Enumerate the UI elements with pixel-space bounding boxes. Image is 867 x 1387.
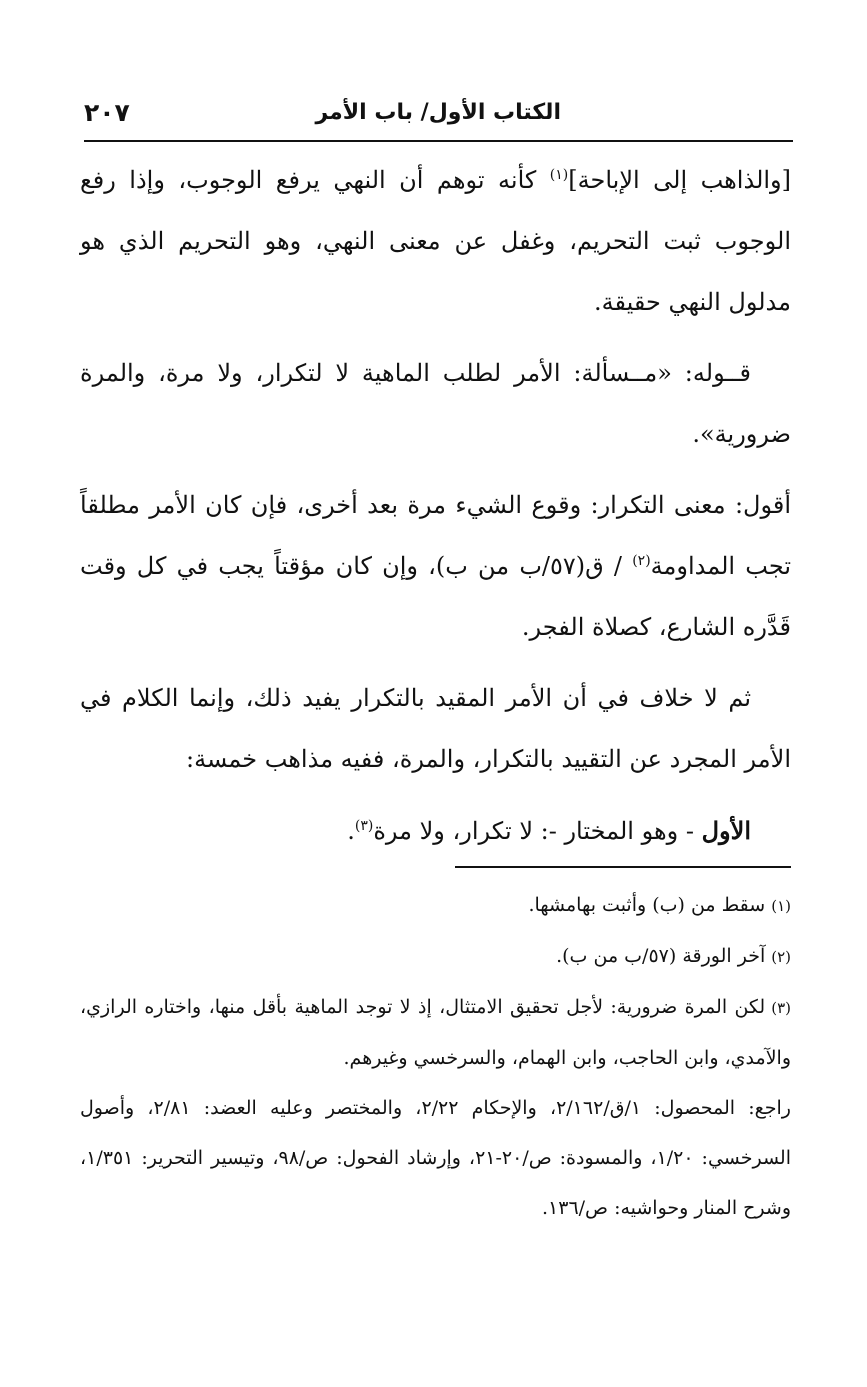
bracketed-quote: [والذاهب إلى الإباحة] xyxy=(568,166,791,194)
footnotes xyxy=(80,880,791,1233)
footnote-text: سقط من (ب) وأثبت بهامشها. xyxy=(528,894,766,916)
paragraph-5-end: . xyxy=(347,817,355,845)
paragraph-3 xyxy=(80,475,791,658)
footnote-number: (٣) xyxy=(771,999,791,1017)
chapter-title: الكتاب الأول/ باب الأمر xyxy=(315,99,561,125)
footnote-2 xyxy=(80,931,791,982)
page-number: ٢٠٧ xyxy=(84,97,130,127)
footnote-ref-3: (٣) xyxy=(354,818,374,834)
footnote-text: آخر الورقة (٥٧/ب من ب). xyxy=(556,945,766,967)
paragraph-1 xyxy=(80,150,791,333)
paragraph-3-text-b: / ق(٥٧/ب من ب)، وإن كان مؤقتاً يجب في كل وقت قَدَّره الشارع، كصلاة الفجر. xyxy=(80,552,791,641)
main-text xyxy=(80,150,791,872)
first-opinion-label: الأول xyxy=(701,816,751,845)
footnote-1 xyxy=(80,880,791,931)
paragraph-5-text: - وهو المختار -: لا تكرار، ولا مرة xyxy=(373,817,702,845)
footnote-3 xyxy=(80,982,791,1083)
footnote-number: (١) xyxy=(771,897,791,915)
paragraph-1-text: كأنه توهم أن النهي يرفع الوجوب، وإذا رفع الوجوب ثبت التحريم، وغفل عن معنى النهي، وهو التحريم الذي هو مدلول النهي حقيقة. xyxy=(80,166,791,316)
paragraph-5 xyxy=(80,800,791,862)
paragraph-3-text-a: أقول: معنى التكرار: وقوع الشيء مرة بعد أخرى، فإن كان الأمر مطلقاً تجب المداومة xyxy=(80,491,792,580)
running-header xyxy=(84,92,793,132)
footnote-text: لكن المرة ضرورية: لأجل تحقيق الامتثال، إذ لا توجد الماهية بأقل منها، واختاره الرازي، والآمدي، وابن الحاجب، وابن الهمام، والسرخسي وغيرهم. xyxy=(80,996,791,1069)
footnote-number: (٢) xyxy=(771,948,791,966)
header-divider xyxy=(84,140,793,142)
paragraph-2: قــوله: «مــسألة: الأمر لطلب الماهية لا لتكرار، ولا مرة، والمرة ضرورية». xyxy=(80,359,791,448)
footnote-ref-1: (١) xyxy=(549,167,569,183)
footnote-divider xyxy=(455,866,791,868)
footnote-ref-2: (٢) xyxy=(632,553,651,569)
footnote-3-references: راجع: المحصول: ١/ق/٢/١٦٢، والإحكام ٢/٢٢، والمختصر وعليه العضد: ٢/٨١، وأصول السرخسي: ١/٢٠، والمسودة: ص/٢٠-٢١، وإرشاد الفحول: ص/٩٨، وتيسير التحرير: ١/٣٥١، وشرح المنار وحواشيه: ص/١٣٦. xyxy=(80,1097,791,1219)
paragraph-4: ثم لا خلاف في أن الأمر المقيد بالتكرار يفيد ذلك، وإنما الكلام في الأمر المجرد عن التقييد بالتكرار، والمرة، ففيه مذاهب خمسة: xyxy=(80,684,791,773)
